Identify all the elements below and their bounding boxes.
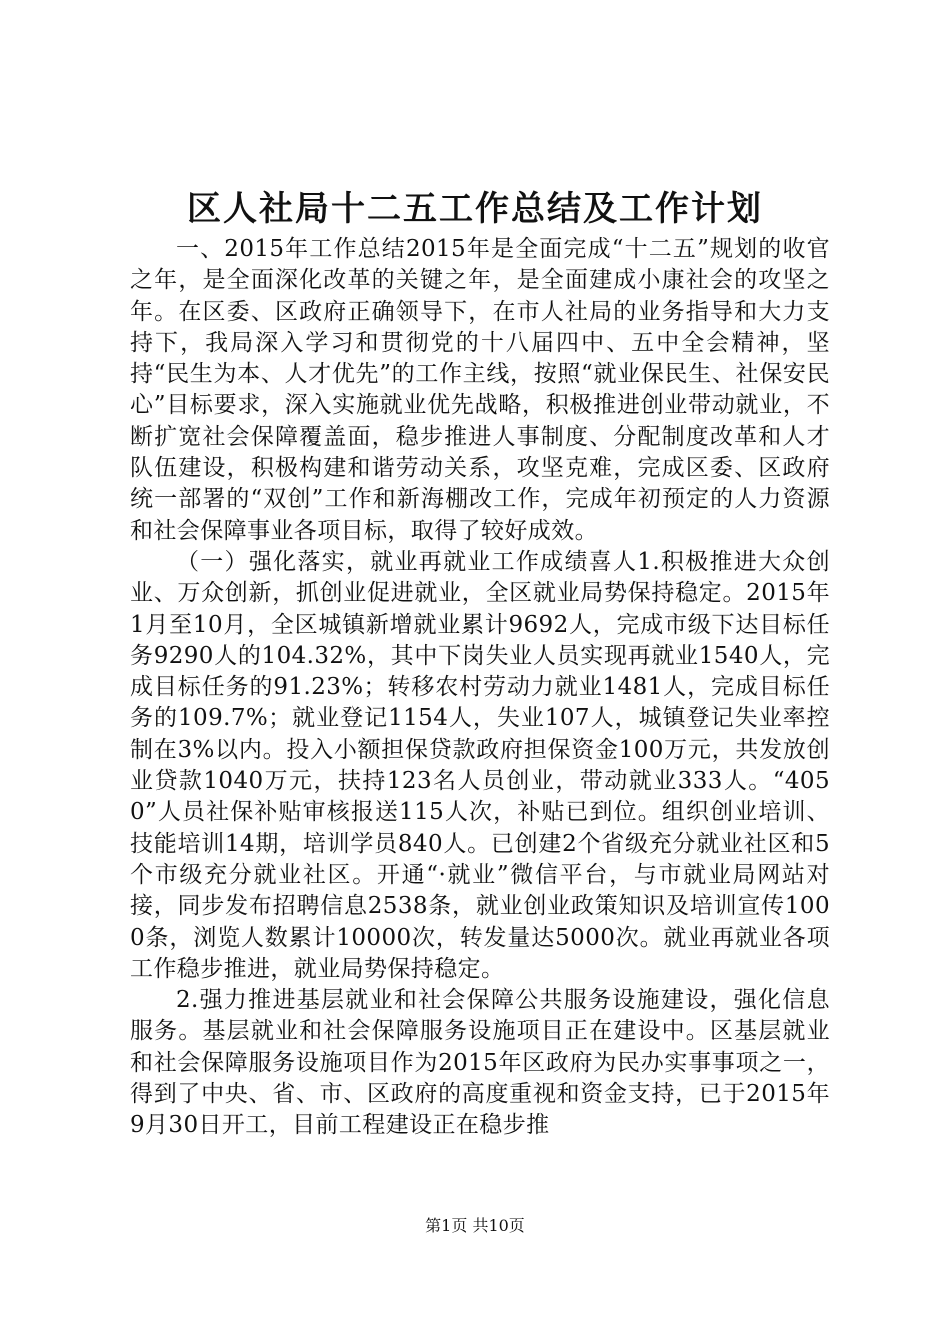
paragraph-summary-intro: 一、2015年工作总结2015年是全面完成“十二五”规划的收官之年，是全面深化改革的关键之年，是全面建成小康社会的攻坚之年。在区委、区政府正确领导下，在市人社局的业务指导和大力支持下，我局深入学习和贯彻党的十八届四中、五中全会精神，坚持“民生为本、人才优先”的工作主线，按照“就业保民生、社保安民心”目标要求，深入实施就业优先战略，积极推进创业带动就业，不断扩宽社会保障覆盖面，稳步推进人事制度、分配制度改革和人才队伍建设，积极构建和谐劳动关系，攻坚克难，完成区委、区政府统一部署的“双创”工作和新海棚改工作，完成年初预定的人力资源和社会保障事业各项目标，取得了较好成效。	[130, 236, 830, 544]
paragraph-employment-section: （一）强化落实，就业再就业工作成绩喜人1.积极推进大众创业、万众创新，抓创业促进就业，全区就业局势保持稳定。2015年1月至10月，全区城镇新增就业累计9692人，完成市级下达目标任务9290人的104.32%，其中下岗失业人员实现再就业1540人，完成目标任务的91.23%；转移农村劳动力就业1481人，完成目标任务的109.7%；就业登记1154人，失业107人，城镇登记失业率控制在3%以内。投入小额担保贷款政府担保资金100万元，共发放创业贷款1040万元，扶持123名人员创业，带动就业333人。“4050”人员社保补贴审核报送115人次，补贴已到位。组织创业培训、技能培训14期，培训学员840人。已创建2个省级充分就业社区和5个市级充分就业社区。开通“·就业”微信平台，与市就业局网站对接，同步发布招聘信息2538条，就业创业政策知识及培训宣传1000条，浏览人数累计10000次，转发量达5000次。就业再就业各项工作稳步推进，就业局势保持稳定。	[130, 548, 830, 982]
paragraph-service-facilities: 2.强力推进基层就业和社会保障公共服务设施建设，强化信息服务。基层就业和社会保障服务设施项目正在建设中。区基层就业和社会保障服务设施项目作为2015年区政府为民办实事事项之一，得到了中央、省、市、区政府的高度重视和资金支持，已于2015年9月30日开工，目前工程建设正在稳步推	[130, 987, 830, 1139]
document-title: 区人社局十二五工作总结及工作计划	[187, 189, 763, 229]
page-number-footer: 第1页 共10页	[425, 1216, 525, 1235]
document-body	[130, 234, 830, 1142]
